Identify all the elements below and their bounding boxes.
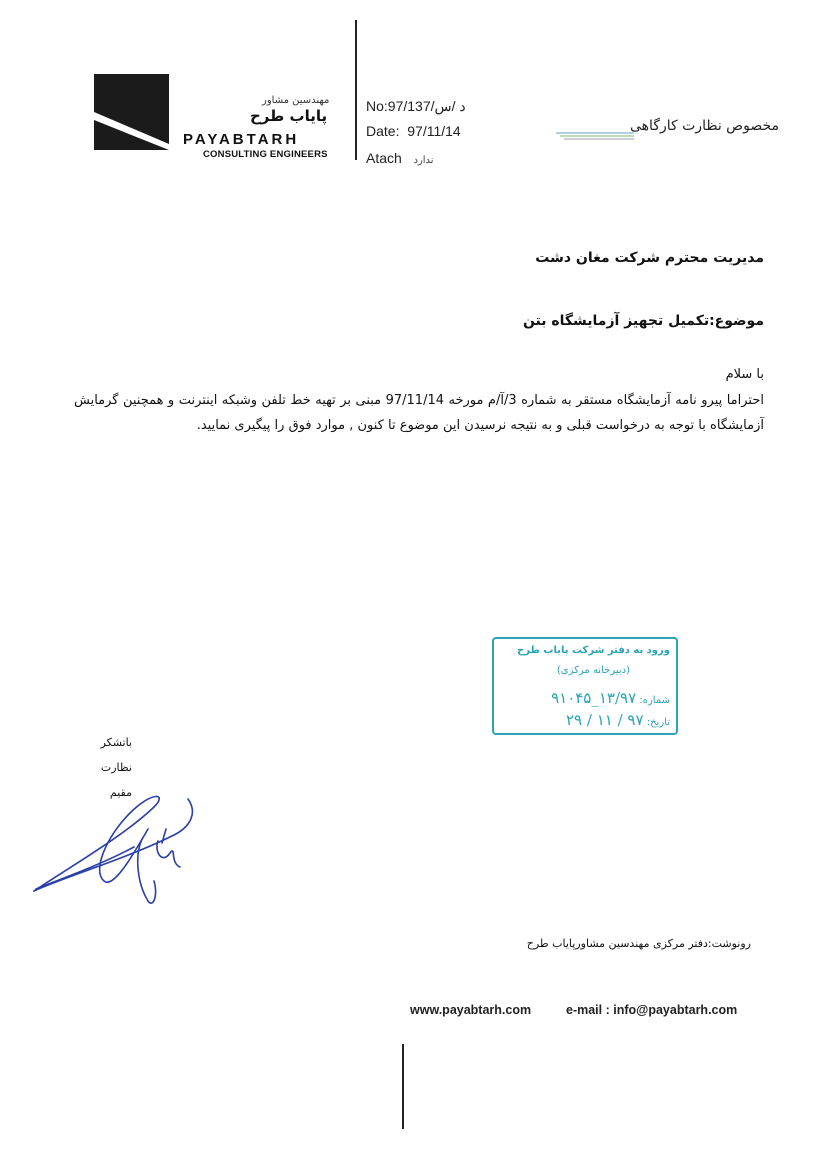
stamp-line2: (دبیرخانه مرکزی): [556, 665, 630, 676]
closing-resident: مقیم: [109, 786, 132, 799]
stamp-date-value: ۹۷ / ۱۱ / ۲۹: [565, 711, 644, 729]
website: www.payabtarh.com: [410, 1003, 532, 1017]
addressee: مدیریت محترم شرکت مغان دشت: [535, 250, 764, 266]
special-title: مخصوص نظارت کارگاهی: [630, 118, 779, 134]
stamp-date-row: [566, 711, 670, 729]
greeting: با سلام: [725, 367, 764, 382]
received-stamp: [492, 637, 678, 735]
letter-body: احتراما پیرو نامه آزمایشگاه مستقر به شماره 3/آ/م مورخه 97/11/14 مبنی بر تهیه خط تلفن وشبکه اینترنت و همچنین گرمایش آزمایشگاه با توجه به درخواست قبلی و به نتیجه نرسیدن این موضوع تا کنون , موارد فوق را پیگیری نمایید.: [74, 393, 764, 433]
closing-supervision: نظارت: [100, 761, 132, 774]
atach-label: Atach: [366, 150, 402, 166]
stamp-number-value: ۱۳/۹۷_۹۱۰۴۵: [551, 689, 637, 707]
persian-company-name: پایاب طرح: [250, 107, 328, 125]
company-logo: [94, 74, 169, 150]
stamp-date-label: تاریخ:: [646, 717, 670, 728]
letter-number: [366, 98, 466, 115]
letter-attachment: [366, 150, 434, 166]
letter-date: [366, 123, 461, 139]
closing-thanks: باتشکر: [100, 736, 132, 749]
decorative-lines: [556, 126, 636, 145]
number-value: 97/د /س/137: [387, 98, 466, 114]
atach-value: ندارد: [413, 155, 434, 166]
number-label: No:: [366, 98, 388, 114]
carbon-copy: رونوشت:دفتر مرکزی مهندسین مشاورپایاب طرح: [526, 937, 751, 950]
footer-divider: [402, 1044, 404, 1129]
stamp-number-label: شماره:: [639, 695, 670, 706]
stamp-number-row: [551, 689, 670, 707]
email: e-mail : info@payabtarh.com: [566, 1003, 738, 1017]
persian-subtitle: مهندسین مشاور: [262, 95, 330, 106]
subject: موضوع:تکمیل تجهیز آزمایشگاه بتن: [522, 313, 764, 329]
handwritten-signature: [30, 785, 205, 914]
date-label: Date:: [366, 123, 400, 139]
stamp-line1: ورود به دفتر شرکت پایاب طرح: [517, 645, 670, 656]
brand-name: PAYABTARH: [183, 131, 300, 148]
header-divider: [355, 20, 357, 160]
brand-subtitle: CONSULTING ENGINEERS: [203, 149, 328, 160]
date-value: 97/11/14: [407, 123, 461, 139]
